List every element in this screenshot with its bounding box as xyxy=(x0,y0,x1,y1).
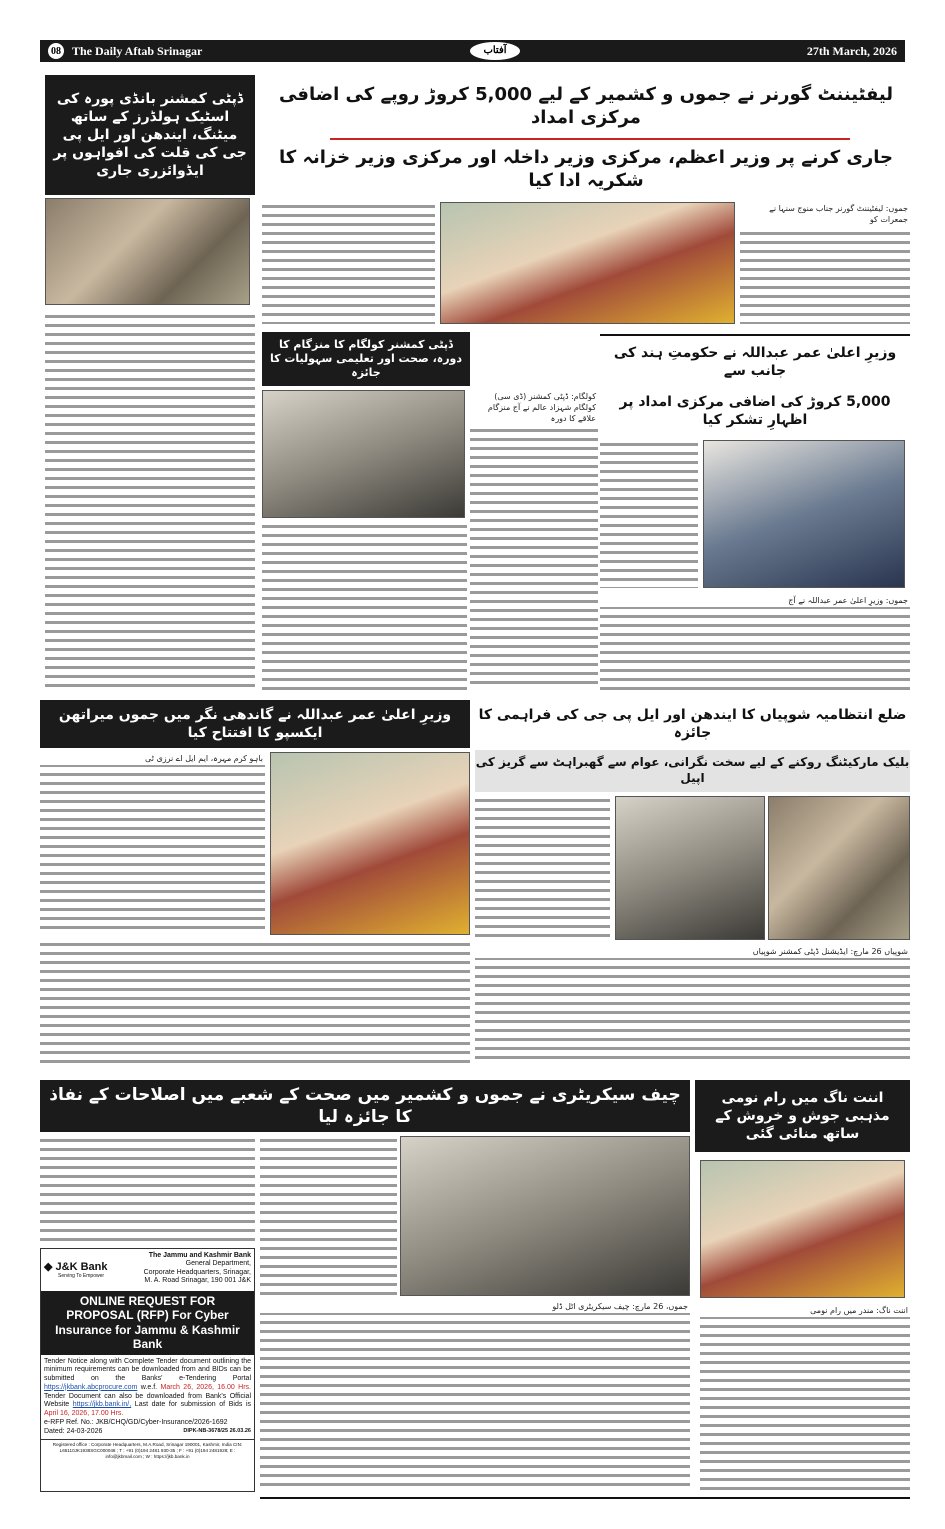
rfp-body-2: Tender Document can also be downloaded from Bank's Official Website xyxy=(44,1392,251,1409)
deadline: April 16, 2026, 17.00 Hrs. xyxy=(44,1410,124,1418)
headline-kulgam: ڈپٹی کمشنر کولگام کا منزگام کا دورہ، صحت اور تعلیمی سہولیات کا جائزہ xyxy=(262,332,470,386)
article-chiefsec-lede: جموں، 26 مارچ: چیف سیکریٹری اٹل ڈلو xyxy=(260,1300,690,1313)
ad-footer: Registered office : Corporate Headquarters, M.A.Road, Srinagar 190001, Kashmir, India CIN: L65110JK1938SGC000048 ; T : +91 (0)194 2481 930-35 ; F : +91 (0)194 2481928; E : info@jkbmail.com ; W : https://jkb.bank.in xyxy=(41,1439,254,1462)
article-chiefsec-body-3 xyxy=(260,1300,690,1490)
bank-tagline: Serving To Empower xyxy=(58,1273,105,1279)
dipk-code: DIPK-NB-3678/25 26.03.26 xyxy=(183,1427,251,1434)
subhead-shopian: بلیک مارکیٹنگ روکنے کے لیے سخت نگرانی، عوام سے گھبراہٹ سے گریز کی اپیل xyxy=(475,750,910,792)
headline-chiefsec: چیف سیکریٹری نے جموں و کشمیر میں صحت کے شعبے میں اصلاحات کے نفاذ کا جائزہ لیا xyxy=(40,1080,690,1132)
photo-shopian-meeting-1 xyxy=(615,796,765,940)
wef-text: w.e.f. xyxy=(140,1383,158,1391)
photo-expo xyxy=(270,752,470,935)
article-lg-lede: جموں: لیفٹیننٹ گورنر جناب منوج سنہا نے جمعرات کو xyxy=(740,202,910,226)
masthead-bar xyxy=(40,40,905,62)
article-kulgam-body-2 xyxy=(262,522,467,690)
article-bandipora-body xyxy=(45,312,255,690)
headline-bandipora: ڈپٹی کمشنر بانڈی پورہ کی اسٹیک ہولڈرز کے ساتھ میٹنگ، ایندھن اور ایل پی جی کی قلت کی افواہوں پر ایڈوائزری جاری xyxy=(45,75,255,195)
article-chiefsec-body-2 xyxy=(260,1136,397,1296)
article-cm5000-lede: جموں: وزیرِ اعلیٰ عمر عبداللہ نے آج xyxy=(600,594,910,607)
photo-anantnag xyxy=(700,1160,905,1298)
article-cm5000-body-2 xyxy=(600,594,910,690)
article-shopian-body-2 xyxy=(475,945,910,1065)
address-line: General Department, xyxy=(185,1260,251,1268)
article-shopian-body xyxy=(475,796,610,940)
photo-lg xyxy=(440,202,735,324)
headline-cm5000-line2: 5,000 کروڑ کی اضافی مرکزی امداد پر اظہارِ تشکر کیا xyxy=(619,393,891,428)
headline-anantnag: اننت ناگ میں رام نومی مذہبی جوش و خروش کے ساتھ منائی گئی xyxy=(695,1080,910,1152)
headline-shopian: ضلع انتظامیہ شوپیاں کا ایندھن اور ایل پی جی کی فراہمی کا جائزہ xyxy=(478,706,907,741)
page-number: 08 xyxy=(48,43,64,59)
article-lg-body-2 xyxy=(262,202,435,324)
rfp-title: ONLINE REQUEST FOR PROPOSAL (RFP) For Cyber Insurance for Jammu & Kashmir Bank xyxy=(41,1291,254,1355)
rfp-date: Dated: 24-03-2026 xyxy=(44,1427,103,1435)
article-kulgam-body xyxy=(470,390,598,690)
issue-date: 27th March, 2026 xyxy=(806,43,897,58)
jk-bank-rfp-ad xyxy=(40,1248,255,1492)
article-shopian-lede: شوپیاں 26 مارچ: ایڈیشنل ڈپٹی کمشنر شوپیاں xyxy=(475,945,910,958)
address-line: M. A. Road Srinagar, 190 001 J&K xyxy=(144,1277,251,1285)
bank-logo-text: J&K Bank xyxy=(55,1261,108,1273)
article-chiefsec-body xyxy=(40,1136,255,1244)
paper-name: The Daily Aftab Srinagar xyxy=(72,43,203,58)
rfp-body-3: Last date for submission of Bids is xyxy=(134,1401,252,1409)
website-link[interactable]: https://jkb.bank.in/, xyxy=(72,1401,132,1409)
start-date: March 26, 2026, 16.00 Hrs. xyxy=(160,1383,251,1391)
photo-chiefsec-meeting xyxy=(400,1136,690,1296)
photo-shopian-meeting-2 xyxy=(768,796,910,940)
headline-lg-line1: لیفٹیننٹ گورنر نے جموں و کشمیر کے لیے 5,000 کروڑ روپے کی اضافی مرکزی امداد xyxy=(278,83,894,128)
headline-lg-line2: جاری کرنے پر وزیر اعظم، مرکزی وزیر داخلہ اور مرکزی وزیر خزانہ کا شکریہ ادا کیا xyxy=(278,146,894,191)
rfp-body: Tender Notice along with Complete Tender document outlining the minimum requirements can be downloaded from and BIDs can be submitted on the Banks' e-Tendering Portal xyxy=(44,1357,251,1383)
rfp-ref: e-RFP Ref. No.: JKB/CHQ/GD/Cyber-Insurance/2026-1692 xyxy=(44,1418,228,1426)
article-expo-body-2 xyxy=(40,940,470,1065)
paper-logo: آفتاب xyxy=(470,42,520,60)
jk-bank-logo: ◆ J&K Bank Serving To Empower xyxy=(44,1252,120,1288)
photo-cm xyxy=(703,440,905,588)
bottom-rule xyxy=(260,1497,910,1499)
photo-bandipora-meeting xyxy=(45,198,250,305)
article-anantnag-body xyxy=(700,1304,910,1490)
headline-expo: وزیرِ اعلیٰ عمر عبداللہ نے گاندھی نگر میں جموں میراتھن ایکسپو کا افتتاح کیا xyxy=(40,700,470,748)
headline-cm5000-line1: وزیرِ اعلیٰ عمر عبداللہ نے حکومتِ ہند کی جانب سے xyxy=(613,344,897,379)
address-line: The Jammu and Kashmir Bank xyxy=(148,1252,251,1259)
article-expo-lede: باہو کرم مہرہ، ایم ایل اے نرزی ٹی xyxy=(40,752,265,765)
address-line: Corporate Headquarters, Srinagar, xyxy=(143,1268,251,1276)
article-expo-body xyxy=(40,752,265,935)
red-divider xyxy=(330,138,850,140)
divider xyxy=(600,334,910,336)
article-lg-body xyxy=(740,202,910,324)
photo-kulgam xyxy=(262,390,465,518)
article-cm5000-body xyxy=(600,440,698,588)
article-anantnag-lede: اننت ناگ: مندر میں رام نومی xyxy=(700,1304,910,1317)
article-kulgam-lede: کولگام: ڈپٹی کمشنر (ڈی سی) کولگام شہزاد عالم نے آج منزگام علاقے کا دورہ xyxy=(470,390,598,426)
portal-link[interactable]: https://jkbank.abcprocure.com xyxy=(44,1383,138,1391)
